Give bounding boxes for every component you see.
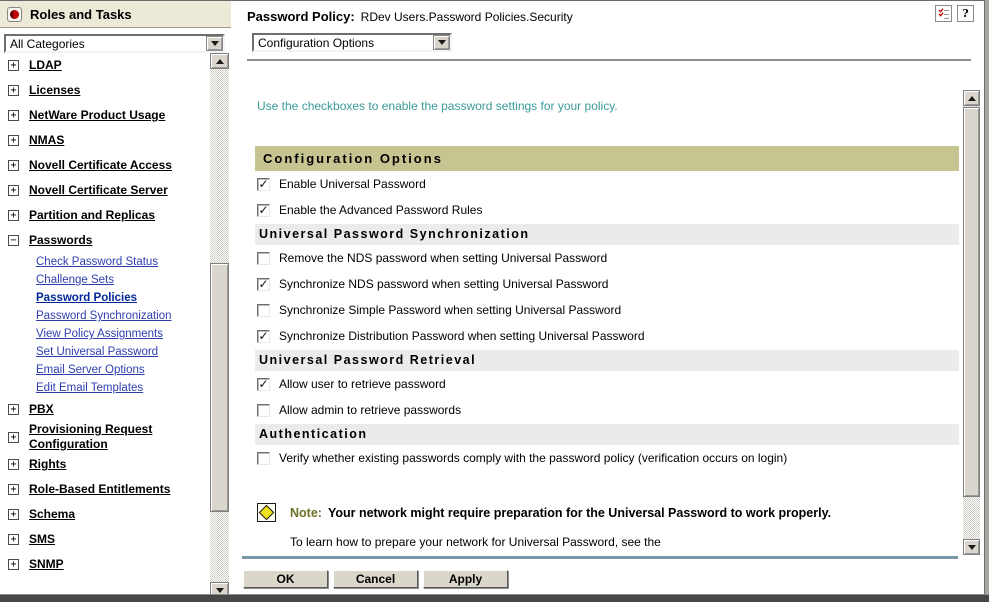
note-label: Note: bbox=[290, 505, 322, 520]
sidebar-item-provisioning-request-configuration[interactable] bbox=[0, 422, 210, 452]
window-bottom-edge bbox=[0, 594, 989, 602]
sidebar-item-label: Novell Certificate Server bbox=[29, 183, 168, 197]
option-label: Synchronize Distribution Password when setting Universal Password bbox=[279, 329, 645, 343]
sidebar-item-partition-and-replicas[interactable] bbox=[0, 203, 210, 228]
apply-button[interactable]: Apply bbox=[423, 570, 508, 588]
option-row-synchronize-distribution-password-when-setting-universal-password bbox=[255, 323, 959, 349]
sidebar-item-snmp[interactable] bbox=[0, 552, 210, 577]
sidebar-item-passwords[interactable] bbox=[0, 228, 210, 253]
tasks-icon[interactable] bbox=[935, 5, 952, 22]
option-row-synchronize-nds-password-when-setting-universal-password bbox=[255, 271, 959, 297]
buttonbar-divider bbox=[242, 556, 958, 559]
note-text: Your network might require preparation for the Universal Password to work properly. bbox=[327, 505, 832, 520]
note-line2: To learn how to prepare your network for Universal Password, see the bbox=[290, 535, 661, 549]
option-label: Allow admin to retrieve passwords bbox=[279, 403, 462, 417]
checkbox-enable-universal-password[interactable]: ✓ bbox=[258, 176, 269, 191]
page-header bbox=[247, 9, 573, 24]
checkbox-synchronize-distribution-password-when-setting-universal-password[interactable]: ✓ bbox=[258, 328, 269, 343]
option-label: Verify whether existing passwords comply with the password policy (verification occurs on login) bbox=[279, 451, 788, 465]
option-label: Synchronize Simple Password when setting Universal Password bbox=[279, 303, 622, 317]
collapse-icon[interactable]: − bbox=[8, 235, 19, 246]
sidebar-item-label: SMS bbox=[29, 532, 56, 546]
sidebar-link-check-password-status[interactable]: Check Password Status bbox=[36, 256, 159, 268]
view-select-value: Configuration Options bbox=[258, 35, 375, 50]
sidebar-item-label: Partition and Replicas bbox=[29, 208, 156, 222]
sidebar-item-novell-certificate-access[interactable] bbox=[0, 153, 210, 178]
sidebar-item-pbx[interactable] bbox=[0, 397, 210, 422]
option-label: Remove the NDS password when setting Universal Password bbox=[279, 251, 608, 265]
expand-icon[interactable]: + bbox=[8, 484, 19, 495]
expand-icon[interactable]: + bbox=[8, 459, 19, 470]
sidebar-link-challenge-sets[interactable]: Challenge Sets bbox=[36, 274, 114, 286]
checklist-glyph bbox=[938, 8, 950, 20]
scroll-up-icon[interactable] bbox=[210, 53, 229, 69]
expand-icon[interactable]: + bbox=[8, 185, 19, 196]
window-right-edge bbox=[984, 0, 989, 602]
roles-tasks-header bbox=[0, 1, 231, 28]
option-row-enable-the-advanced-password-rules bbox=[255, 197, 959, 223]
sidebar-link-password-synchronization[interactable]: Password Synchronization bbox=[36, 310, 172, 322]
option-label: Enable Universal Password bbox=[279, 177, 426, 191]
note-icon bbox=[257, 503, 276, 522]
sidebar-link-password-policies[interactable]: Password Policies bbox=[36, 292, 137, 304]
policy-dn: RDev Users.Password Policies.Security bbox=[360, 10, 573, 24]
option-label: Allow user to retrieve password bbox=[279, 377, 446, 391]
checkbox-allow-user-to-retrieve-password[interactable]: ✓ bbox=[258, 376, 269, 391]
expand-icon[interactable]: + bbox=[8, 404, 19, 415]
sidebar-link-edit-email-templates[interactable]: Edit Email Templates bbox=[36, 382, 144, 394]
content-scrollbar[interactable] bbox=[963, 90, 980, 555]
expand-icon[interactable]: + bbox=[8, 534, 19, 545]
note-row bbox=[255, 503, 959, 522]
option-label: Enable the Advanced Password Rules bbox=[279, 203, 483, 217]
cancel-button[interactable]: Cancel bbox=[333, 570, 418, 588]
sidebar-item-label: Role-Based Entitlements bbox=[29, 482, 171, 496]
checkbox-remove-the-nds-password-when-setting-universal-password[interactable] bbox=[257, 252, 270, 265]
option-row-verify-whether-existing-passwords-comply-with-the-password-policy-verification-occurs-on-login bbox=[255, 445, 959, 471]
option-row-enable-universal-password bbox=[255, 171, 959, 197]
scroll-down-icon[interactable] bbox=[963, 539, 980, 555]
sidebar-item-ldap[interactable] bbox=[0, 53, 210, 78]
sidebar-item-label: Licenses bbox=[29, 83, 81, 97]
expand-icon[interactable]: + bbox=[8, 210, 19, 221]
button-bar bbox=[243, 570, 508, 588]
checkbox-synchronize-nds-password-when-setting-universal-password[interactable]: ✓ bbox=[258, 276, 269, 291]
sidebar-item-novell-certificate-server[interactable] bbox=[0, 178, 210, 203]
roles-tasks-panel bbox=[0, 1, 231, 595]
sidebar-link-email-server-options[interactable]: Email Server Options bbox=[36, 364, 145, 376]
checkbox-synchronize-simple-password-when-setting-universal-password[interactable] bbox=[257, 304, 270, 317]
option-row-allow-user-to-retrieve-password bbox=[255, 371, 959, 397]
sidebar-scrollbar-thumb[interactable] bbox=[210, 263, 229, 512]
sidebar-item-rights[interactable] bbox=[0, 452, 210, 477]
sidebar-item-licenses[interactable] bbox=[0, 78, 210, 103]
sidebar-item-label: LDAP bbox=[29, 58, 62, 72]
option-row-allow-admin-to-retrieve-passwords bbox=[255, 397, 959, 423]
section-header-authentication: Authentication bbox=[255, 424, 959, 445]
option-label: Synchronize NDS password when setting Universal Password bbox=[279, 277, 609, 291]
policy-form bbox=[255, 91, 959, 549]
expand-icon[interactable]: + bbox=[8, 85, 19, 96]
checkbox-allow-admin-to-retrieve-passwords[interactable] bbox=[257, 404, 270, 417]
sidebar-scrollbar[interactable] bbox=[210, 53, 229, 598]
category-select[interactable] bbox=[4, 34, 225, 53]
view-select[interactable] bbox=[252, 33, 452, 52]
sidebar-item-label: Rights bbox=[29, 457, 67, 471]
sidebar-link-set-universal-password[interactable]: Set Universal Password bbox=[36, 346, 159, 358]
page-title: Password Policy: bbox=[247, 9, 355, 24]
checkbox-enable-the-advanced-password-rules[interactable]: ✓ bbox=[258, 202, 269, 217]
main-panel bbox=[240, 1, 985, 595]
roles-tree bbox=[0, 53, 210, 588]
sidebar-item-role-based-entitlements[interactable] bbox=[0, 477, 210, 502]
expand-icon[interactable]: + bbox=[8, 110, 19, 121]
sidebar-item-label: NMAS bbox=[29, 133, 65, 147]
expand-icon[interactable]: + bbox=[8, 160, 19, 171]
instruction-text: Use the checkboxes to enable the password settings for your policy. bbox=[257, 99, 618, 113]
expand-icon[interactable]: + bbox=[8, 60, 19, 71]
section-header-universal-password-retrieval: Universal Password Retrieval bbox=[255, 350, 959, 371]
expand-icon[interactable]: + bbox=[8, 509, 19, 520]
roles-tasks-icon bbox=[7, 7, 22, 22]
sidebar-item-netware-product-usage[interactable] bbox=[0, 103, 210, 128]
checkbox-verify-whether-existing-passwords-comply-with-the-password-policy-verification-occurs-on-login[interactable] bbox=[257, 452, 270, 465]
help-icon[interactable]: ? bbox=[957, 5, 974, 22]
header-divider bbox=[247, 59, 971, 61]
expand-icon[interactable]: + bbox=[8, 559, 19, 570]
chevron-down-icon[interactable] bbox=[433, 35, 450, 50]
sidebar-item-label: Novell Certificate Access bbox=[29, 158, 172, 172]
sidebar-item-label: SNMP bbox=[29, 557, 64, 571]
roles-tasks-title: Roles and Tasks bbox=[30, 6, 132, 22]
sidebar-item-nmas[interactable] bbox=[0, 128, 210, 153]
content-scrollbar-thumb[interactable] bbox=[963, 107, 980, 497]
option-row-remove-the-nds-password-when-setting-universal-password bbox=[255, 245, 959, 271]
sidebar-item-schema[interactable] bbox=[0, 502, 210, 527]
option-blocks bbox=[255, 171, 959, 471]
ok-button[interactable]: OK bbox=[243, 570, 328, 588]
sidebar-item-sms[interactable] bbox=[0, 527, 210, 552]
scroll-up-icon[interactable] bbox=[963, 90, 980, 106]
category-select-value: All Categories bbox=[10, 36, 85, 51]
expand-icon[interactable]: + bbox=[8, 432, 19, 443]
sidebar-item-label: Passwords bbox=[29, 233, 93, 247]
sidebar-item-label: NetWare Product Usage bbox=[29, 108, 166, 122]
section-header-universal-password-synchronization: Universal Password Synchronization bbox=[255, 224, 959, 245]
expand-icon[interactable]: + bbox=[8, 135, 19, 146]
sidebar-item-label: PBX bbox=[29, 402, 54, 416]
option-row-synchronize-simple-password-when-setting-universal-password bbox=[255, 297, 959, 323]
chevron-down-icon[interactable] bbox=[206, 36, 223, 51]
sidebar-link-view-policy-assignments[interactable]: View Policy Assignments bbox=[36, 328, 163, 340]
sidebar-item-label: Provisioning Request Configuration bbox=[29, 422, 153, 451]
configuration-options-banner: Configuration Options bbox=[255, 146, 959, 171]
sidebar-item-label: Schema bbox=[29, 507, 76, 521]
